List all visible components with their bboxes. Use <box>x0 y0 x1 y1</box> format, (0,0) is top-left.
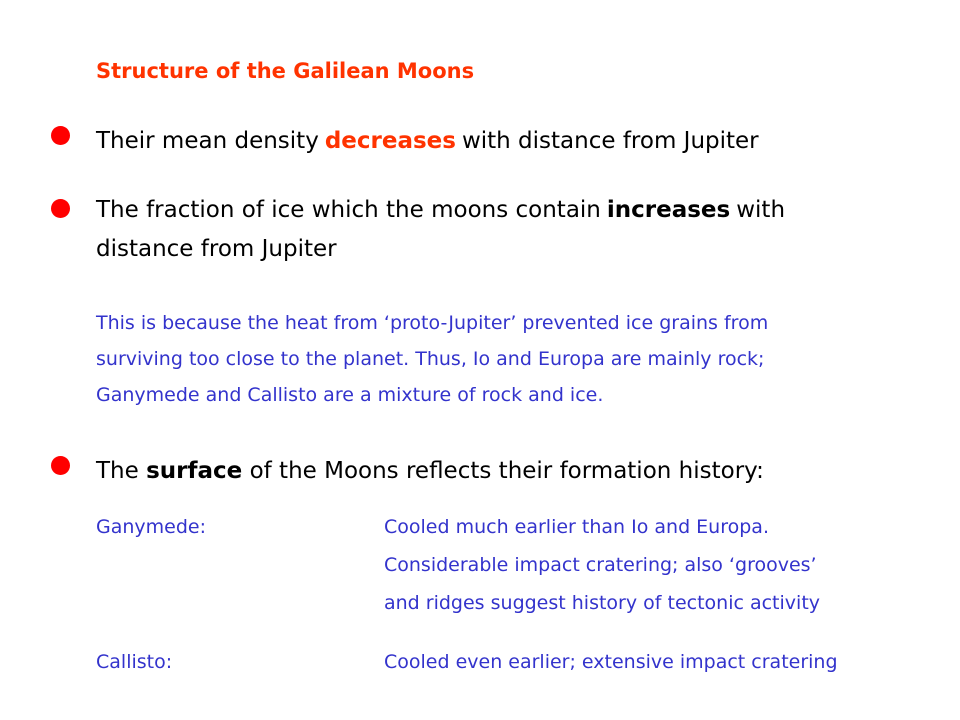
moon-desc-line: Cooled even earlier; extensive impact cratering <box>384 651 838 673</box>
bullet-3-bold: surface <box>146 458 243 484</box>
note-line: surviving too close to the planet. Thus, Io and Europa are mainly rock; <box>96 348 765 370</box>
bullet-dot <box>51 456 70 475</box>
moon-desc-line: Considerable impact cratering; also ‘grooves’ <box>384 554 817 576</box>
note-line: This is because the heat from ‘proto-Jupiter’ prevented ice grains from <box>96 312 769 334</box>
bullet-3-text <box>96 458 764 484</box>
bullet-3-after: of the Moons reflects their formation history: <box>249 458 764 484</box>
bullet-2-text <box>96 197 785 223</box>
bullet-3-before: The <box>96 458 139 484</box>
bullet-dot <box>51 199 70 218</box>
bullet-2-line-2: distance from Jupiter <box>96 236 337 262</box>
bullet-1-after: with distance from Jupiter <box>461 128 759 154</box>
moon-label-callisto: Callisto: <box>96 651 173 673</box>
moon-desc-line: Cooled much earlier than Io and Europa. <box>384 516 769 538</box>
bullet-2-before: The fraction of ice which the moons contain <box>96 197 601 223</box>
slide-title: Structure of the Galilean Moons <box>96 59 475 83</box>
bullet-dot <box>51 126 70 145</box>
bullet-2-after: with <box>736 197 786 223</box>
bullet-1-before: Their mean density <box>96 128 319 154</box>
bullet-1-highlight: decreases <box>324 128 456 154</box>
moon-label-ganymede: Ganymede: <box>96 516 207 538</box>
bullet-1-text <box>96 128 759 154</box>
note-line: Ganymede and Callisto are a mixture of rock and ice. <box>96 384 604 406</box>
moon-desc-line: and ridges suggest history of tectonic activity <box>384 592 821 614</box>
bullet-2-highlight: increases <box>606 197 731 223</box>
